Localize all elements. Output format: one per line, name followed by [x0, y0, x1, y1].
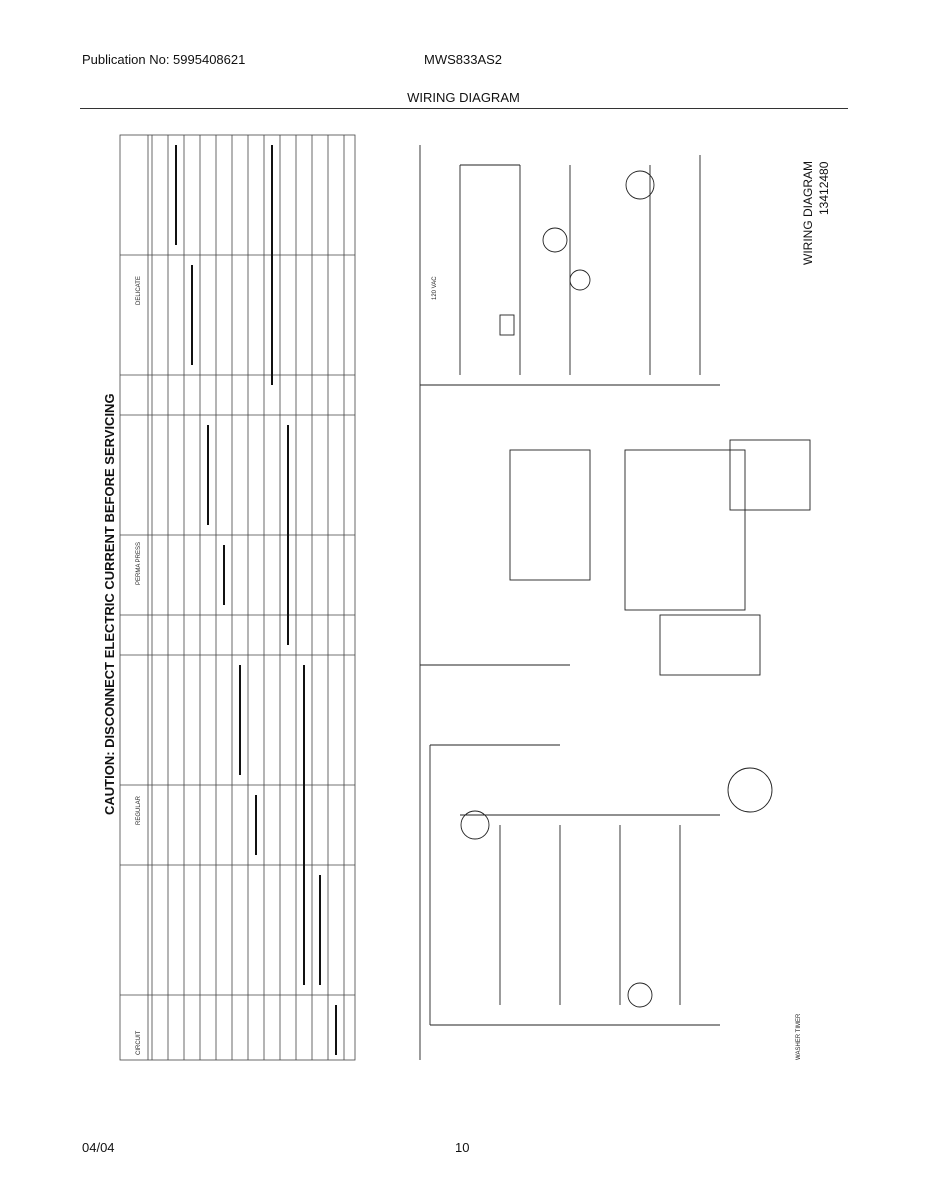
timer-label: WASHER TIMER — [796, 1013, 802, 1060]
page-number: 10 — [455, 1140, 470, 1155]
footer-date: 04/04 — [82, 1140, 115, 1155]
caution-text: CAUTION: DISCONNECT ELECTRIC CURRENT BEFORE SERVICING — [102, 393, 117, 815]
svg-text:DELICATE: DELICATE — [136, 276, 142, 305]
schematic-components — [461, 171, 810, 1007]
wiring-diagram — [100, 125, 840, 1070]
circuit-labels — [136, 276, 142, 1055]
page-title: WIRING DIAGRAM — [407, 90, 520, 105]
diagram-title: WIRING DIAGRAM — [801, 161, 815, 265]
publication-number: Publication No: 5995408621 — [82, 52, 246, 67]
svg-text:CIRCUIT: CIRCUIT — [136, 1030, 142, 1055]
svg-text:PERMA PRESS: PERMA PRESS — [136, 541, 142, 585]
header-rule — [80, 108, 848, 109]
svg-text:REGULAR: REGULAR — [136, 795, 142, 825]
wiring-diagram-svg — [100, 125, 840, 1070]
model-number: MWS833AS2 — [424, 52, 503, 67]
voltage-label: 120 VAC — [432, 276, 438, 300]
diagram-number: 13412480 — [817, 161, 831, 215]
